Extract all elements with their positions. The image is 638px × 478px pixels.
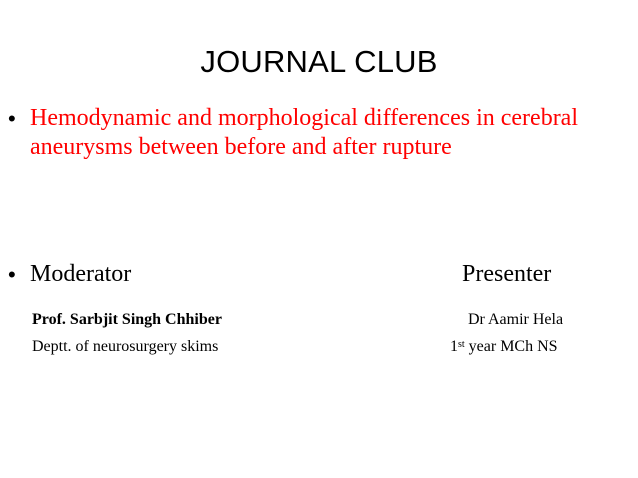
bullet-icon: • — [8, 262, 16, 287]
presenter-year-rest: year MCh NS — [464, 338, 558, 355]
slide-title: JOURNAL CLUB — [200, 44, 438, 79]
presenter-year-suffix: st — [458, 339, 465, 350]
moderator-label: Moderator — [30, 261, 132, 287]
moderator-name: Prof. Sarbjit Singh Chhiber — [32, 311, 222, 328]
presenter-name: Dr Aamir Hela — [468, 311, 564, 328]
presenter-year — [450, 337, 558, 357]
presenter-year-number: 1 — [450, 338, 458, 355]
topic-bullet — [8, 104, 633, 162]
presenter-label: Presenter — [462, 261, 552, 287]
moderator-department: Deptt. of neurosurgery skims — [32, 338, 219, 355]
topic-text: Hemodynamic and morphological differences in cerebral aneurysms between before and after rupture — [30, 105, 579, 160]
bullet-icon: • — [8, 106, 16, 131]
